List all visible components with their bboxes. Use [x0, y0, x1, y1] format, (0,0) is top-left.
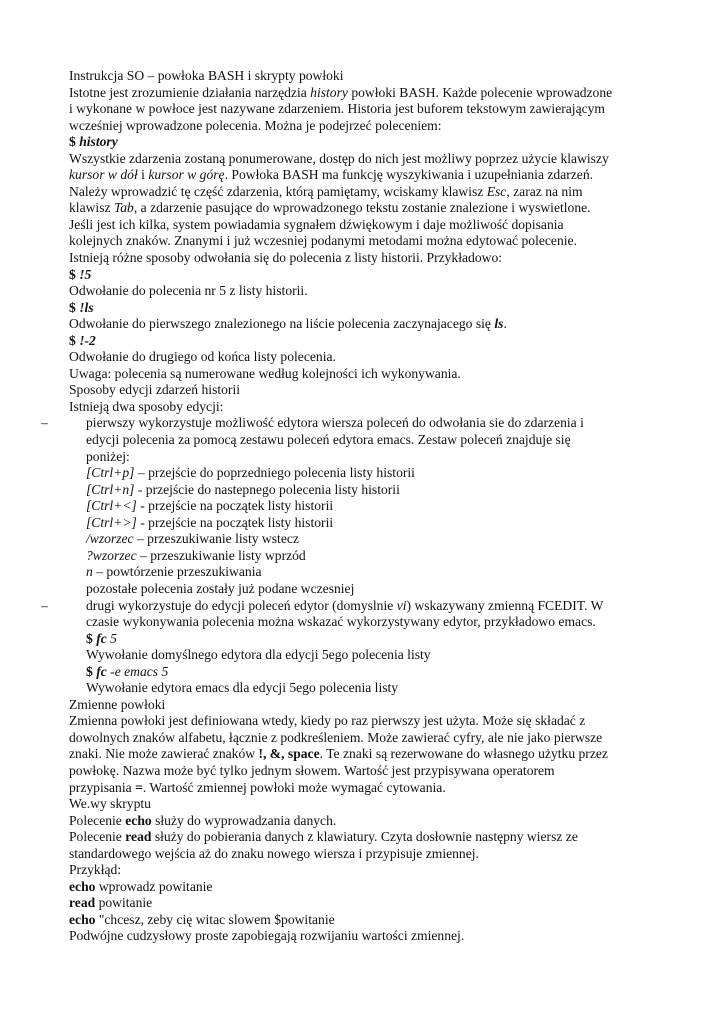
text-span: ) wskazywany zmienną FCEDIT. W [406, 597, 604, 613]
command-text: !-2 [79, 332, 96, 348]
key-desc: – przeszukiwanie listy wprzód [136, 547, 306, 563]
doc-title: Instrukcja SO – powłoka BASH i skrypty powłoki [69, 68, 344, 83]
echo-line [69, 813, 669, 830]
command-term: ls [494, 316, 504, 332]
key-desc: – powtórzenie przeszukiwania [92, 564, 262, 580]
events-line-4 [69, 200, 669, 217]
command-ex3 [69, 333, 669, 350]
text-span: . [503, 316, 507, 332]
b1-line-1: pierwszy wykorzystuje możliwość edytora wiersza poleceń do odwołania sie do zdarzenia i [86, 415, 584, 431]
reserved-chars: !, &, space [258, 746, 320, 762]
b1-end: pozostałe polecenia zostały już podane wczesniej [86, 580, 355, 596]
key-term: kursor w dół [69, 167, 138, 183]
code-text: wprowadz powitanie [95, 878, 213, 894]
vars-line-5 [69, 780, 669, 797]
intro-line-1 [69, 85, 669, 102]
command-text: !ls [79, 299, 94, 315]
command-text: fc [96, 630, 107, 646]
command-arg: 5 [106, 630, 117, 646]
command-fc1 [86, 631, 669, 648]
text-span: . Powłoka BASH ma funkcję wyszykiwania i uzupełniania zdarzeń. [224, 167, 594, 183]
bullet-dash: – [41, 415, 48, 431]
prompt: $ [86, 663, 97, 679]
b1-line-2: edycji polecenia za pomocą zestawu poleceń edytora emacs. Zestaw poleceń znajduje się [86, 432, 571, 448]
text-span: drugi wykorzystuje do edycji poleceń edytor (domyslnie [86, 597, 397, 613]
key-combo: [Ctrl+<] [86, 498, 137, 514]
history-term: history [310, 84, 348, 100]
key-desc: – przejście do poprzedniego polecenia listy historii [134, 465, 415, 481]
command-ex2 [69, 300, 669, 317]
key-desc: - przejście na początek listy historii [136, 514, 334, 530]
bullet-item-2 [41, 597, 669, 697]
b1-line-3: poniżej: [86, 448, 130, 464]
vars-line-2: dowolnych znaków alfabetu, łącznie z podkreśleniem. Może zawierać cyfry, ale nie jako pierwsze [69, 729, 603, 745]
intro-line-2: i wykonane w powłoce jest nazywane zdarzeniem. Historia jest buforem tekstowym zawierającym [69, 101, 606, 117]
text-span: Odwołanie do pierwszego znalezionego na liście polecenia zaczynajacego się [69, 316, 495, 332]
key-combo: ?wzorzec [86, 547, 137, 563]
key-term: Esc [486, 183, 507, 199]
events-line-3 [69, 184, 669, 201]
intro-line-3: wcześniej wprowadzone polecenia. Można je podejrzeć poleceniem: [69, 117, 442, 133]
key-desc: - przejście do nastepnego polecenia listy historii [134, 481, 400, 497]
text-span: Polecenie [69, 812, 126, 828]
ex2-desc [69, 316, 669, 333]
key-combo: n [86, 564, 93, 580]
code-line [69, 879, 669, 896]
assign-operator: = [135, 779, 143, 795]
prompt: $ [86, 630, 97, 646]
bullet-item-1 [41, 415, 669, 597]
code-line [69, 912, 669, 929]
io-heading: We.wy skryptu [69, 796, 151, 812]
vars-heading: Zmienne powłoki [69, 696, 166, 712]
text-span: powłoki BASH. Każde polecenie wprowadzone [347, 84, 613, 100]
key-row [86, 564, 669, 581]
key-row [86, 515, 669, 532]
key-desc: - przejście na początek listy historii [136, 498, 334, 514]
read-line-2: standardowego wejścia aż do znaku nowego wiersza i przypisuje zmiennej. [69, 845, 479, 861]
fc1-desc: Wywołanie domyślnego edytora dla edycji 5ego polecenia listy [86, 647, 431, 663]
events-line-2 [69, 167, 669, 184]
key-row [86, 548, 669, 565]
key-term: Tab [113, 200, 134, 216]
b2-line-1 [86, 598, 669, 615]
code-text: powitanie [95, 895, 153, 911]
command-history [69, 134, 669, 151]
edit-heading: Sposoby edycji zdarzeń historii [69, 382, 241, 398]
prompt: $ [69, 266, 80, 282]
key-combo: [Ctrl+>] [86, 514, 137, 530]
code-keyword: read [69, 895, 96, 911]
key-row [86, 498, 669, 515]
vars-line-4: powłokę. Nazwa może być tylko jednym słowem. Wartość jest przypisywana operatorem [69, 762, 555, 778]
text-span: . Wartość zmiennej powłoki może wymagać cytowania. [142, 779, 446, 795]
events-line-6: kolejnych znaków. Znanymi i już wczesniej podanymi metodami można edytować polecenie. [69, 233, 577, 249]
prompt: $ [69, 332, 80, 348]
events-line-5: Jeśli jest ich kilka, system powiadamia sygnałem dźwiękowym i daje możliwość dopisania [69, 216, 564, 232]
ex1-desc: Odwołanie do polecenia nr 5 z listy historii. [69, 283, 308, 299]
key-combo: [Ctrl+n] [86, 481, 135, 497]
command-text: fc [96, 663, 107, 679]
events-line-1: Wszystkie zdarzenia zostaną ponumerowane, dostęp do nich jest możliwy poprzez użycie klawiszy [69, 150, 609, 166]
prompt: $ [69, 134, 80, 150]
key-row [86, 531, 669, 548]
command-fc2 [86, 664, 669, 681]
read-line [69, 829, 669, 846]
command-term: echo [125, 812, 152, 828]
command-text: !5 [79, 266, 92, 282]
text-span: klawisz [69, 200, 114, 216]
text-span: przypisania [69, 779, 136, 795]
vars-line-3 [69, 746, 669, 763]
editor-term: vi [396, 597, 407, 613]
code-keyword: echo [69, 878, 96, 894]
key-combo: /wzorzec [86, 531, 134, 547]
text-span: służy do wyprowadzania danych. [151, 812, 337, 828]
vars-line-1: Zmienna powłoki jest definiowana wtedy, kiedy po raz pierwszy jest użyta. Może się składać z [69, 713, 586, 729]
key-row [86, 482, 669, 499]
note: Uwaga: polecenia są numerowane według kolejności ich wykonywania. [69, 365, 461, 381]
command-text: history [79, 134, 118, 150]
command-ex1 [69, 267, 669, 284]
text-span: , a zdarzenie pasujące do wprowadzonego tekstu zostanie znalezione i wyswietlone. [133, 200, 591, 216]
ex3-desc: Odwołanie do drugiego od końca listy polecenia. [69, 349, 336, 365]
text-span: Należy wprowadzić tę część zdarzenia, którą pamiętamy, wciskamy klawisz [69, 183, 487, 199]
edit-intro: Istnieją dwa sposoby edycji: [69, 398, 224, 414]
key-row [86, 465, 669, 482]
text-span: i [137, 167, 149, 183]
text-span: , zaraz na nim [506, 183, 583, 199]
code-keyword: echo [69, 911, 96, 927]
command-arg: -e emacs 5 [106, 663, 169, 679]
text-span: Istotne jest zrozumienie działania narzędzia [69, 84, 311, 100]
prompt: $ [69, 299, 80, 315]
key-term: kursor w górę [148, 167, 225, 183]
key-desc: – przeszukiwanie listy wstecz [133, 531, 299, 547]
key-combo: [Ctrl+p] [86, 465, 135, 481]
code-line [69, 895, 669, 912]
last-line: Podwójne cudzysłowy proste zapobiegają rozwijaniu wartości zmiennej. [69, 928, 465, 944]
command-term: read [125, 829, 152, 845]
b2-line-2: czasie wykonywania polecenia można wskazać wykorzystywany edytor, przykładowo emacs. [86, 614, 596, 630]
text-span: służy do pobierania danych z klawiatury. Czyta dosłownie następny wiersz ze [151, 829, 578, 845]
text-span: . Te znaki są rezerwowane do własnego użytku przez [319, 746, 608, 762]
text-span: Polecenie [69, 829, 126, 845]
bullet-dash: – [41, 597, 48, 613]
events-line-7: Istnieją różne sposoby odwołania się do polecenia z listy historii. Przykładowo: [69, 250, 503, 266]
fc2-desc: Wywołanie edytora emacs dla edycji 5ego polecenia listy [86, 680, 399, 696]
document-page [41, 68, 669, 945]
code-text: "chcesz, zeby cię witac slowem $powitanie [95, 911, 335, 927]
text-span: znaki. Nie może zawierać znaków [69, 746, 259, 762]
example-label: Przykłąd: [69, 862, 122, 878]
